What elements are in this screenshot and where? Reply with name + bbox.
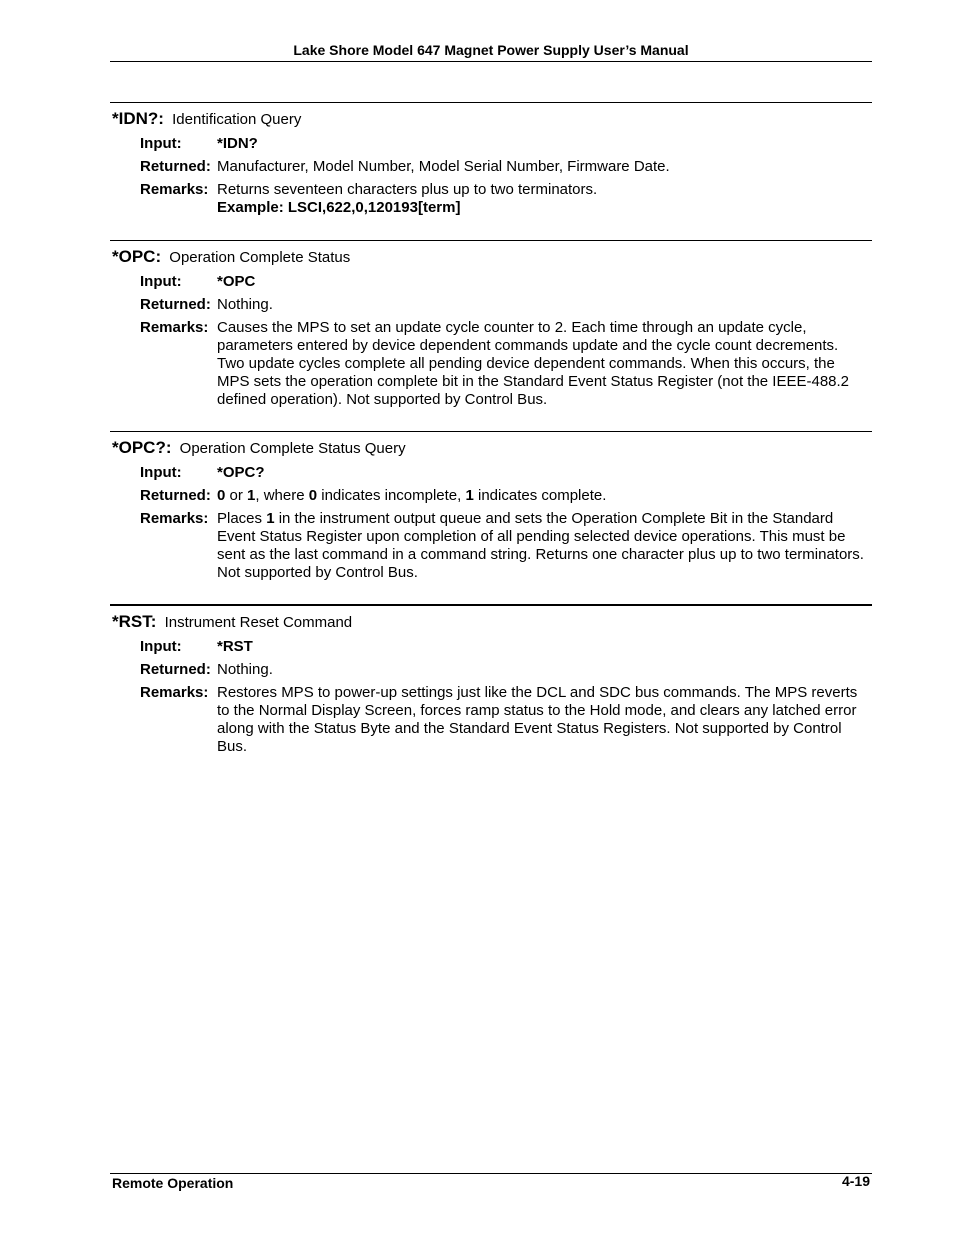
remarks-label: Remarks: (140, 510, 209, 527)
remarks-value: Causes the MPS to set an update cycle counter to 2. Each time through an update cycle, parameters entered by device dependent commands update and the cycle count decrements. Two update cycles complete all pending device dependent commands. When this occurs, the MPS sets the operation complete bit in the Standard Event Status Register (not the IEEE-488.2 defined operation). Not supported by Control Bus. (217, 319, 850, 408)
returned-value: Nothing. (217, 661, 273, 678)
returned-value-zero: 0 (308, 487, 318, 504)
command-description: Operation Complete Status Query (179, 440, 406, 457)
section-rst-command (110, 604, 872, 756)
command-description: Identification Query (172, 111, 302, 128)
input-label: Input: (140, 273, 182, 290)
remarks-value (217, 181, 872, 217)
page-header-title: Lake Shore Model 647 Magnet Power Supply User’s Manual (293, 42, 689, 58)
returned-label: Returned: (140, 661, 211, 678)
footer-page-number: 4-19 (841, 1173, 870, 1189)
returned-value: Nothing. (217, 296, 273, 313)
remarks-text: Places (217, 510, 267, 527)
returned-row (140, 158, 872, 176)
command-description: Operation Complete Status (169, 249, 351, 266)
returned-value: Manufacturer, Model Number, Model Serial Number, Firmware Date. (217, 158, 670, 175)
footer-divider (110, 1173, 872, 1174)
input-row (140, 135, 872, 153)
returned-label: Returned: (140, 296, 211, 313)
remarks-value: Restores MPS to power-up settings just like the DCL and SDC bus commands. The MPS reverts to the Normal Display Screen, forces ramp status to the Hold mode, and clears any latched error along with the Status Byte and the Standard Event Status Registers. Not supported by Control Bus. (217, 684, 858, 755)
section-opc-command (110, 240, 872, 409)
remarks-row (140, 684, 872, 756)
section-divider (110, 604, 872, 606)
input-value: *OPC (217, 273, 256, 290)
returned-text: , where (255, 487, 309, 504)
input-value: *OPC? (217, 464, 265, 481)
remarks-row (140, 181, 872, 217)
section-divider (110, 102, 872, 103)
returned-value-one: 1 (247, 487, 256, 504)
input-row (140, 273, 872, 291)
remarks-label: Remarks: (140, 319, 209, 336)
returned-row (140, 296, 872, 314)
input-value: *RST (217, 638, 253, 655)
returned-row (140, 661, 872, 679)
returned-text: indicates incomplete, (317, 487, 466, 504)
remarks-text: Returns seventeen characters plus up to two terminators. (217, 181, 598, 198)
footer-section-title: Remote Operation (112, 1175, 234, 1191)
command-name: *IDN?: (112, 109, 164, 128)
command-heading (110, 438, 872, 459)
remarks-row (140, 510, 872, 582)
remarks-value (217, 510, 872, 582)
command-description: Instrument Reset Command (164, 614, 353, 631)
input-row (140, 464, 872, 482)
remarks-example: Example: LSCI,622,0,120193[term] (217, 199, 461, 216)
command-heading (110, 247, 872, 268)
section-divider (110, 431, 872, 432)
remarks-text: in the instrument output queue and sets the Operation Complete Bit in the Standard Event Status Register upon completion of all pending selected device operations. This must be sent as the last command in a command string. Returns one character plus up to two terminators. Not supported by Control Bus. (217, 510, 864, 581)
returned-label: Returned: (140, 487, 211, 504)
input-row (140, 638, 872, 656)
command-name: *RST: (112, 612, 157, 631)
returned-label: Returned: (140, 158, 211, 175)
input-label: Input: (140, 464, 182, 481)
command-name: *OPC: (112, 247, 162, 266)
remarks-label: Remarks: (140, 684, 209, 701)
returned-value-one: 1 (465, 487, 474, 504)
remarks-row (140, 319, 872, 409)
section-idn-query (110, 102, 872, 217)
remarks-label: Remarks: (140, 181, 209, 198)
header-divider (110, 61, 872, 62)
returned-text: indicates complete. (473, 487, 607, 504)
returned-value (217, 487, 872, 505)
section-divider (110, 240, 872, 241)
remarks-value-one: 1 (266, 510, 275, 527)
command-heading (110, 109, 872, 130)
input-label: Input: (140, 638, 182, 655)
returned-row (140, 487, 872, 505)
returned-text: or (225, 487, 248, 504)
returned-value-zero: 0 (217, 487, 226, 504)
input-value: *IDN? (217, 135, 258, 152)
command-name: *OPC?: (112, 438, 172, 457)
input-label: Input: (140, 135, 182, 152)
section-opc-query (110, 431, 872, 582)
command-heading (110, 612, 872, 633)
